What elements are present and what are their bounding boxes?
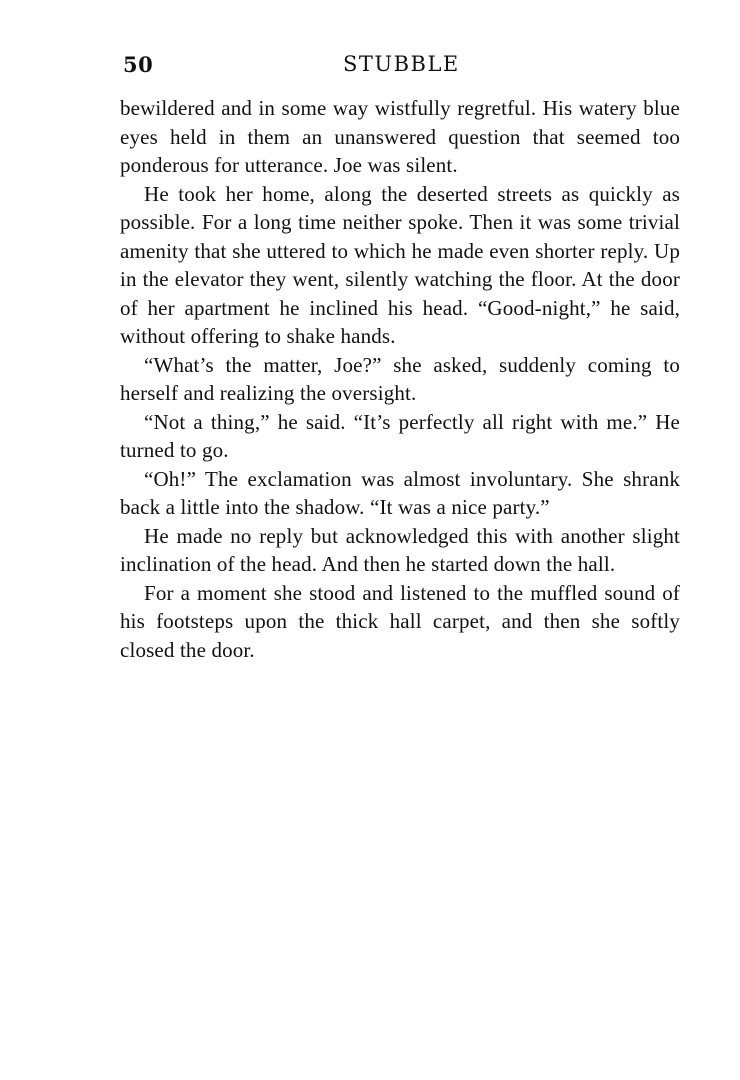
paragraph-6: He made no reply but acknowledged this with another slight inclination of the head. And then he started down the hall.	[120, 523, 680, 576]
paragraph-4: “Not a thing,” he said. “It’s perfectly all right with me.” He turned to go.	[120, 409, 680, 462]
paragraph-2: He took her home, along the deserted streets as quickly as possible. For a long time neither spoke. Then it was some trivial amenity that she uttered to which he made even shorter reply. Up in the elevator they went, silently watching the floor. At the door of her apartment he inclined his head. “Good-night,” he said, without offering to shake hands.	[120, 181, 680, 348]
body-text	[120, 94, 680, 664]
paragraph-7: For a moment she stood and listened to the muffled sound of his footsteps upon the thick hall carpet, and then she softly closed the door.	[120, 580, 680, 662]
paragraph-1: bewildered and in some way wistfully regretful. His watery blue eyes held in them an unanswered question that seemed too ponderous for utterance. Joe was silent.	[120, 96, 680, 177]
book-title: STUBBLE	[343, 52, 460, 76]
page-number: 50	[123, 52, 154, 77]
paragraph-3: “What’s the matter, Joe?” she asked, suddenly coming to herself and realizing the oversight.	[120, 352, 680, 405]
paragraph-5: “Oh!” The exclamation was almost involuntary. She shrank back a little into the shadow. “It was a nice party.”	[120, 466, 680, 519]
running-head	[123, 52, 683, 82]
